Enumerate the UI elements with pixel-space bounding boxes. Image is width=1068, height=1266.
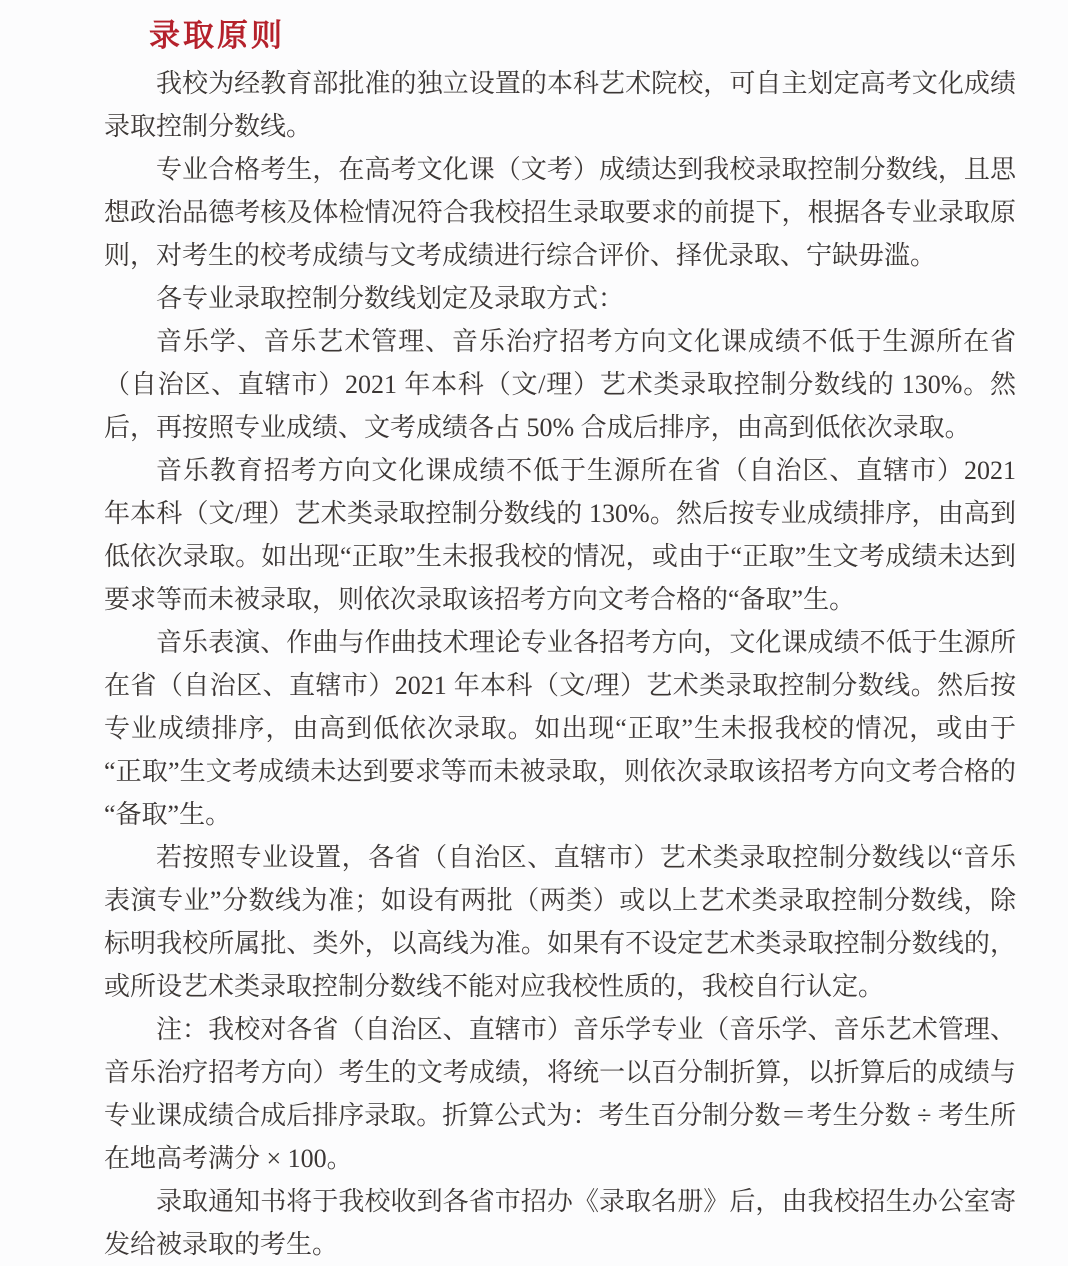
paragraph-section-lead: 各专业录取控制分数线划定及录取方式： — [156, 284, 625, 313]
paragraph-note-score-conversion: 注：我校对各省（自治区、直辖市）音乐学专业（音乐学、音乐艺术管理、音乐治疗招考方向）考生的文考成绩，将统一以百分制折算，以折算后的成绩与专业课成绩合成后排序录取。折算公式为：考生百分制分数＝考生分数 ÷ 考生所在地高考满分 × 100。 — [104, 1015, 1016, 1173]
paragraph-general-principle: 专业合格考生，在高考文化课（文考）成绩达到我校录取控制分数线，且思想政治品德考核及体检情况符合我校招生录取要求的前提下，根据各专业录取原则，对考生的校考成绩与文考成绩进行综合评价、择优录取、宁缺毋滥。 — [104, 155, 1016, 270]
page-title: 录取原则 — [149, 18, 285, 53]
document-body — [104, 62, 1016, 1266]
paragraph-score-line-determination: 若按照专业设置，各省（自治区、直辖市）艺术类录取控制分数线以“音乐表演专业”分数线为准；如设有两批（两类）或以上艺术类录取控制分数线，除标明我校所属批、类外，以高线为准。如果有不设定艺术类录取控制分数线的，或所设艺术类录取控制分数线不能对应我校性质的，我校自行认定。 — [104, 843, 1016, 1001]
paragraph-school-authority: 我校为经教育部批准的独立设置的本科艺术院校，可自主划定高考文化成绩录取控制分数线。 — [104, 69, 1016, 141]
paragraph-admission-letter: 录取通知书将于我校收到各省市招办《录取名册》后，由我校招生办公室寄发给被录取的考生。 — [104, 1187, 1016, 1259]
paragraph-music-education-rule: 音乐教育招考方向文化课成绩不低于生源所在省（自治区、直辖市）2021 年本科（文/理）艺术类录取控制分数线的 130%。然后按专业成绩排序，由高到低依次录取。如出现“正取”生未报我校的情况，或由于“正取”生文考成绩未达到要求等而未被录取，则依次录取该招考方向文考合格的“备取”生。 — [104, 456, 1016, 614]
paragraph-performance-composition-rule: 音乐表演、作曲与作曲技术理论专业各招考方向，文化课成绩不低于生源所在省（自治区、直辖市）2021 年本科（文/理）艺术类录取控制分数线。然后按专业成绩排序，由高到低依次录取。如出现“正取”生未报我校的情况，或由于“正取”生文考成绩未达到要求等而未被录取，则依次录取该招考方向文考合格的“备取”生。 — [104, 628, 1016, 829]
paragraph-musicology-rule: 音乐学、音乐艺术管理、音乐治疗招考方向文化课成绩不低于生源所在省（自治区、直辖市）2021 年本科（文/理）艺术类录取控制分数线的 130%。然后，再按照专业成绩、文考成绩各占 50% 合成后排序，由高到低依次录取。 — [104, 327, 1016, 442]
